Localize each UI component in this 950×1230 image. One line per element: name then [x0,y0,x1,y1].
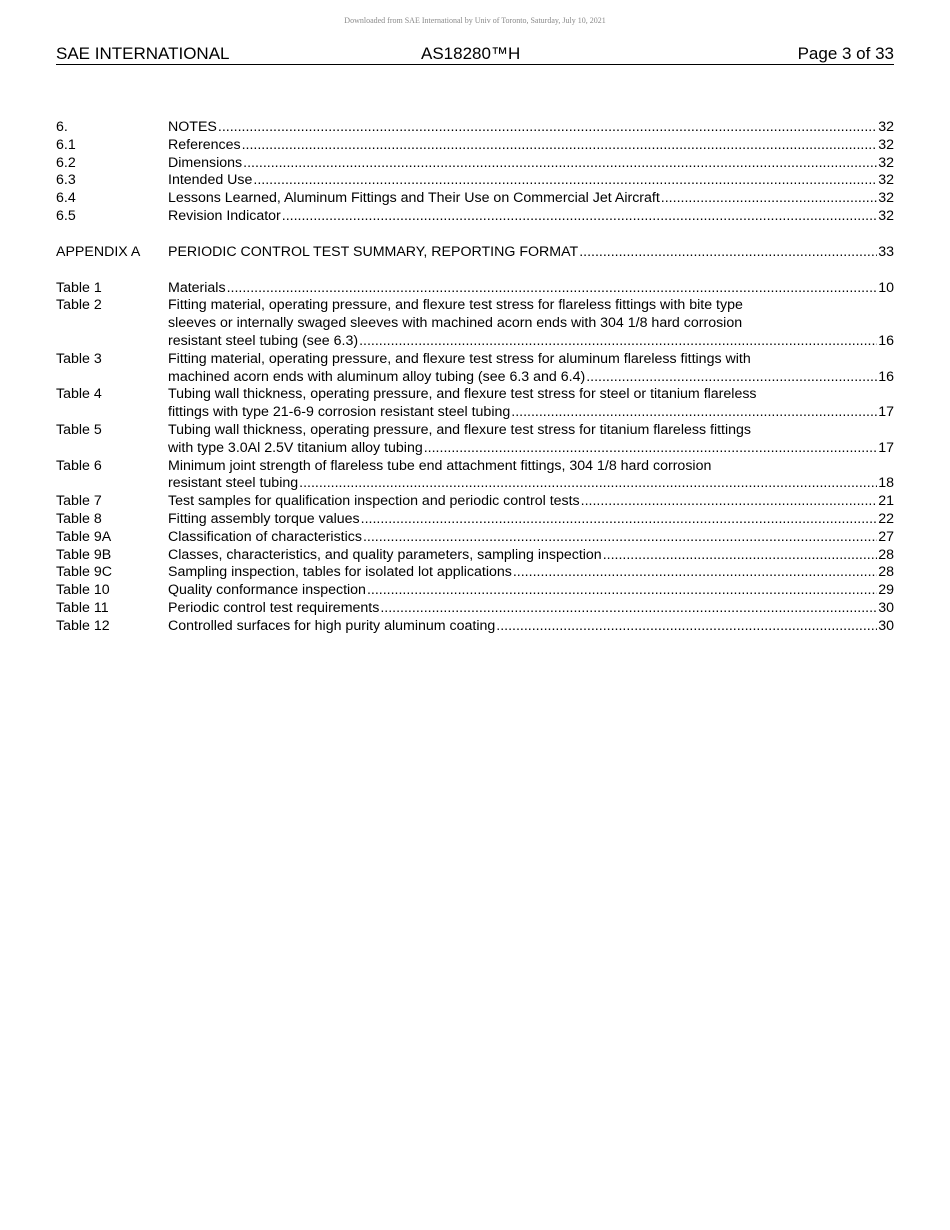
toc-entry-title: resistant steel tubing (see 6.3) [168,332,359,349]
dot-leader [603,547,878,565]
toc-entry-page: 30 [878,617,894,634]
toc-entry-title-line: Minimum joint strength of flareless tube end attachment fittings, 304 1/8 hard corrosion [168,457,712,474]
toc-entry-leader-line [168,582,894,600]
toc-entry-body [168,137,894,155]
toc-entry[interactable] [56,137,894,155]
toc-entry-body [168,582,894,600]
toc-entry-body [168,422,894,458]
table-of-contents [56,119,894,636]
toc-entry[interactable] [56,280,894,298]
toc-entry-leader-line [168,208,894,226]
toc-entry-leader-line [168,155,894,173]
toc-entry-number: 6.2 [56,154,76,171]
toc-entry-leader-line [168,190,894,208]
toc-entry-title: machined acorn ends with aluminum alloy tubing (see 6.3 and 6.4) [168,368,586,385]
toc-entry-body [168,493,894,511]
dot-leader [661,190,877,208]
toc-entry-leader-line [168,511,894,529]
toc-entry-leader-line [168,547,894,565]
toc-entry-number: Table 12 [56,617,110,634]
toc-entry[interactable] [56,422,894,458]
toc-entry[interactable] [56,529,894,547]
toc-entry-number: 6. [56,119,68,135]
toc-entry-number: Table 2 [56,297,102,314]
toc-entry-number: Table 3 [56,350,102,367]
toc-entry-body [168,297,894,350]
toc-entry-page: 28 [878,564,894,581]
toc-entry-title-line: sleeves or internally swaged sleeves with machined acorn ends with 304 1/8 hard corrosion [168,315,743,332]
toc-entry-body [168,529,894,547]
toc-entry[interactable] [56,458,894,494]
toc-entry-title: PERIODIC CONTROL TEST SUMMARY, REPORTING FORMAT [168,243,579,260]
toc-entry-body [168,600,894,618]
toc-entry-body [168,172,894,190]
toc-entry[interactable] [56,618,894,636]
toc-entry-leader-line [168,404,894,422]
toc-entry-title: fittings with type 21-6-9 corrosion resistant steel tubing [168,404,511,421]
toc-entry-number: Table 9C [56,564,112,581]
toc-entry-page: 22 [878,510,894,527]
toc-entry-title: Controlled surfaces for high purity aluminum coating [168,617,496,634]
toc-entry[interactable] [56,244,894,262]
toc-entry[interactable] [56,564,894,582]
toc-entry-leader-line [168,618,894,636]
dot-leader [359,333,877,351]
dot-leader [511,404,877,422]
toc-entry-leader-line [168,600,894,618]
toc-entry[interactable] [56,155,894,173]
toc-entry-title-line: Tubing wall thickness, operating pressure, and flexure test stress for titanium flareless fittings [168,421,752,438]
dot-leader [253,172,877,190]
document-number: AS18280™H [421,44,521,63]
dot-leader [513,564,877,582]
toc-entry-leader-line [168,137,894,155]
toc-entry-page: 30 [878,599,894,616]
toc-entry-page: 27 [878,528,894,545]
dot-leader [227,280,878,298]
toc-entry[interactable] [56,582,894,600]
toc-entry-title: Intended Use [168,172,253,189]
toc-entry-number: Table 8 [56,510,102,527]
toc-entry-body [168,190,894,208]
toc-entry-page: 10 [878,279,894,296]
toc-entry-leader-line [168,440,894,458]
toc-entry-title: Test samples for qualification inspection and periodic control tests [168,493,580,510]
toc-entry-page: 28 [878,546,894,563]
toc-entry-body [168,119,894,137]
page-header [56,44,894,65]
toc-entry-body [168,280,894,298]
toc-entry-title-line: Tubing wall thickness, operating pressure, and flexure test stress for steel or titanium flareless [168,386,757,403]
dot-leader [579,244,877,262]
toc-entry-number: 6.5 [56,207,76,224]
toc-entry-body [168,208,894,226]
toc-entry[interactable] [56,547,894,565]
toc-entry-body [168,618,894,636]
toc-entry-number: Table 7 [56,493,102,510]
toc-entry-page: 29 [878,582,894,599]
dot-leader [242,137,878,155]
toc-entry-body [168,458,894,494]
toc-entry-page: 32 [878,207,894,224]
toc-entry-title: Quality conformance inspection [168,582,366,599]
toc-entry[interactable] [56,493,894,511]
toc-entry-body [168,244,894,262]
toc-entry-page: 33 [878,243,894,260]
toc-entry-leader-line [168,172,894,190]
toc-entry-page: 32 [878,119,894,135]
dot-leader [243,155,877,173]
toc-entry-title: Classes, characteristics, and quality parameters, sampling inspection [168,546,602,563]
toc-entry-title: References [168,136,241,153]
toc-entry-number: 6.4 [56,190,76,207]
toc-entry-title-line: Fitting material, operating pressure, and flexure test stress for flareless fittings with bite type [168,297,743,314]
dot-leader [282,208,877,226]
toc-entry-body [168,511,894,529]
toc-entry-title-line: Fitting material, operating pressure, and flexure test stress for aluminum flareless fittings with [168,350,751,367]
toc-entry-title: Fitting assembly torque values [168,510,360,527]
toc-entry[interactable] [56,386,894,422]
toc-entry-title: Lessons Learned, Aluminum Fittings and Their Use on Commercial Jet Aircraft [168,190,660,207]
page-indicator: Page 3 of 33 [797,44,894,63]
toc-entry-title: NOTES [168,119,217,135]
toc-entry[interactable] [56,600,894,618]
toc-entry-body [168,386,894,422]
toc-entry-number: APPENDIX A [56,243,141,260]
toc-entry-page: 32 [878,190,894,207]
toc-entry-number: Table 6 [56,457,102,474]
toc-entry-body [168,351,894,387]
toc-entry-title: Sampling inspection, tables for isolated lot applications [168,564,512,581]
toc-entry-leader-line [168,493,894,511]
toc-entry-title: Periodic control test requirements [168,599,380,616]
organization-name: SAE INTERNATIONAL [56,44,230,63]
dot-leader [424,440,877,458]
toc-entry-page: 16 [878,332,894,349]
toc-entry-number: 6.3 [56,172,76,189]
toc-entry[interactable] [56,351,894,387]
toc-entry-body [168,564,894,582]
toc-entry-page: 32 [878,154,894,171]
toc-entry-body [168,155,894,173]
dot-leader [363,529,877,547]
toc-entry[interactable] [56,119,894,137]
dot-leader [496,618,877,636]
toc-entry-title: with type 3.0Al 2.5V titanium alloy tubing [168,439,423,456]
dot-leader [581,493,878,511]
dot-leader [367,582,877,600]
toc-entry-page: 32 [878,172,894,189]
toc-entry-number: Table 1 [56,279,102,296]
dot-leader [380,600,877,618]
toc-entry[interactable] [56,297,894,350]
download-watermark: Downloaded from SAE International by Univ of Toronto, Saturday, July 10, 2021 [344,16,606,25]
toc-entry-leader-line [168,475,894,493]
toc-entry-title: Materials [168,279,226,296]
toc-entry-page: 18 [878,475,894,492]
toc-entry-page: 32 [878,136,894,153]
toc-entry-number: Table 10 [56,582,110,599]
toc-entry-leader-line [168,564,894,582]
toc-entry-page: 17 [878,404,894,421]
toc-entry-page: 17 [878,439,894,456]
toc-entry-number: Table 11 [56,599,109,616]
dot-leader [361,511,878,529]
toc-entry-page: 16 [878,368,894,385]
toc-entry[interactable] [56,190,894,208]
toc-entry[interactable] [56,208,894,226]
toc-entry-number: Table 9B [56,546,112,563]
toc-entry-leader-line [168,244,894,262]
toc-entry[interactable] [56,511,894,529]
toc-entry-leader-line [168,119,894,137]
toc-entry-number: Table 4 [56,386,102,403]
toc-entry-leader-line [168,529,894,547]
dot-leader [218,119,877,137]
toc-entry-number: Table 5 [56,421,102,438]
toc-entry-title: Dimensions [168,154,243,171]
dot-leader [586,369,877,387]
dot-leader [299,475,877,493]
toc-entry-page: 21 [878,493,894,510]
toc-entry-title: resistant steel tubing [168,475,299,492]
toc-entry[interactable] [56,172,894,190]
toc-entry-title: Classification of characteristics [168,528,362,545]
toc-entry-leader-line [168,369,894,387]
toc-entry-number: Table 9A [56,528,112,545]
toc-entry-leader-line [168,280,894,298]
toc-entry-number: 6.1 [56,136,76,153]
toc-entry-leader-line [168,333,894,351]
toc-entry-title: Revision Indicator [168,207,281,224]
toc-entry-body [168,547,894,565]
